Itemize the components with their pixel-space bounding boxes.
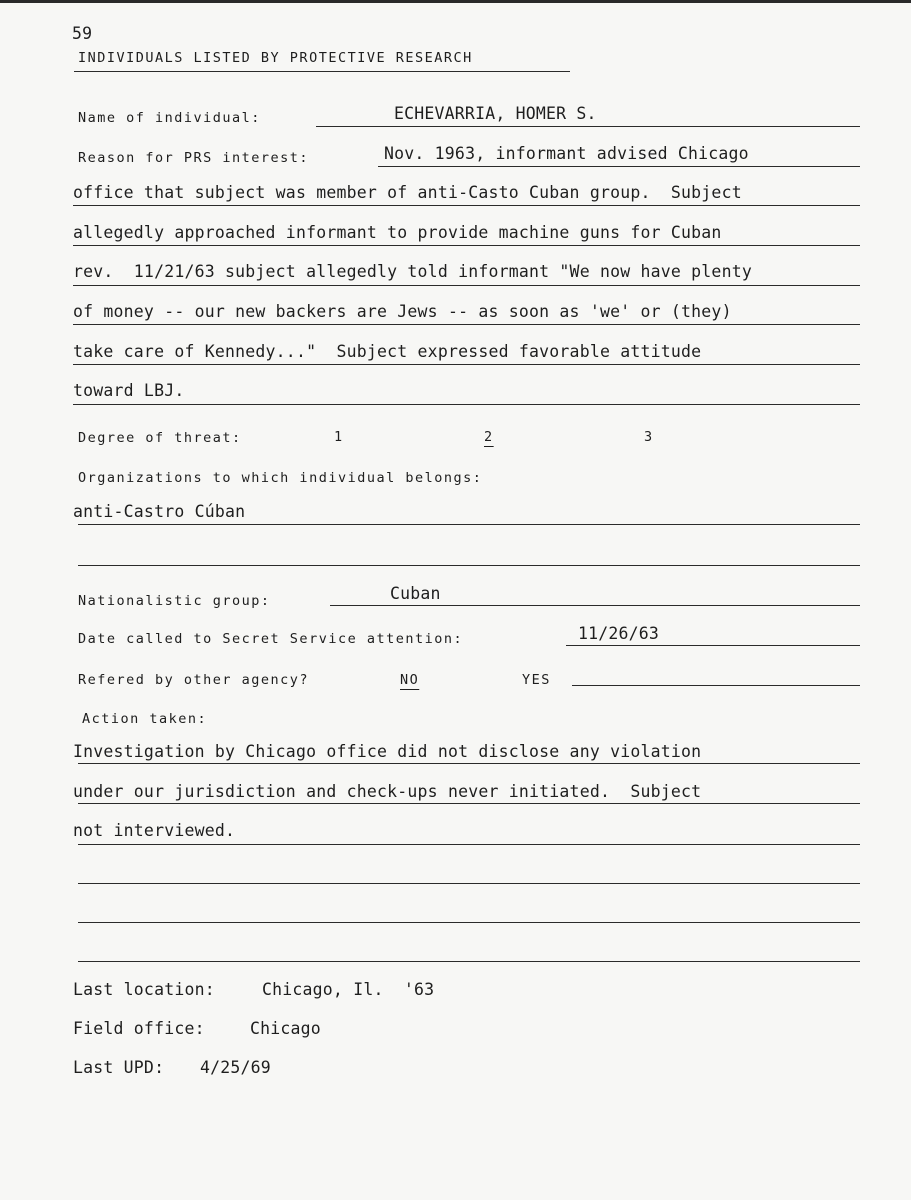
reason-line-7: toward LBJ. (73, 381, 185, 400)
reason-line-2: office that subject was member of anti-Casto Cuban group. Subject (73, 183, 742, 202)
reason-line-3: allegedly approached informant to provide machine guns for Cuban (73, 223, 722, 242)
action-rule-5 (78, 922, 860, 923)
reason-rule-2 (73, 205, 860, 206)
last-upd-label: Last UPD: (73, 1058, 165, 1077)
date-called-label: Date called to Secret Service attention: (78, 631, 464, 647)
field-office-value: Chicago (250, 1019, 321, 1038)
organizations-label: Organizations to which individual belongs: (78, 470, 483, 486)
form-heading: INDIVIDUALS LISTED BY PROTECTIVE RESEARCH (78, 50, 473, 66)
reason-rule-7 (73, 404, 860, 405)
action-rule-2 (78, 803, 860, 804)
date-called-value: 11/26/63 (578, 624, 660, 643)
action-rule-6 (78, 961, 860, 962)
reason-rule-5 (73, 324, 860, 325)
nationalistic-label: Nationalistic group: (78, 593, 271, 609)
action-line-2: under our jurisdiction and check-ups never initiated. Subject (73, 782, 702, 801)
reason-rule-6 (73, 364, 860, 365)
heading-underline (74, 71, 570, 72)
nationalistic-line (330, 605, 860, 606)
action-line-3: not interviewed. (73, 821, 236, 840)
reason-rule-1 (378, 166, 860, 167)
reason-line-4: rev. 11/21/63 subject allegedly told informant "We now have plenty (73, 262, 752, 281)
reason-label: Reason for PRS interest: (78, 150, 310, 166)
action-rule-1 (78, 763, 860, 764)
name-line (316, 126, 860, 127)
referred-label: Refered by other agency? (78, 672, 310, 688)
name-value: ECHEVARRIA, HOMER S. (394, 104, 597, 123)
organizations-rule-1 (78, 524, 860, 525)
organizations-value: anti-Castro Cúban (73, 502, 246, 521)
field-office-label: Field office: (73, 1019, 205, 1038)
reason-line-1: Nov. 1963, informant advised Chicago (384, 144, 749, 163)
date-called-line (566, 645, 860, 646)
referred-yes: YES (522, 672, 551, 688)
threat-option-1: 1 (334, 429, 344, 445)
referred-yes-line (572, 685, 860, 686)
reason-rule-3 (73, 245, 860, 246)
nationalistic-value: Cuban (390, 584, 441, 603)
last-upd-value: 4/25/69 (200, 1058, 271, 1077)
last-location-value: Chicago, Il. '63 (262, 980, 435, 999)
organizations-rule-2 (78, 565, 860, 566)
action-line-1: Investigation by Chicago office did not disclose any violation (73, 742, 702, 761)
action-rule-3 (78, 844, 860, 845)
threat-option-2-selected: 2 (484, 429, 494, 445)
page-top-border (0, 0, 911, 3)
threat-label: Degree of threat: (78, 430, 242, 446)
reason-line-5: of money -- our new backers are Jews -- as soon as 'we' or (they) (73, 302, 732, 321)
page-number: 59 (72, 24, 93, 43)
action-rule-4 (78, 883, 860, 884)
referred-no-selected: NO (400, 672, 420, 688)
last-location-label: Last location: (73, 980, 215, 999)
threat-option-3: 3 (644, 429, 654, 445)
reason-rule-4 (73, 285, 860, 286)
name-label: Name of individual: (78, 110, 261, 126)
action-label: Action taken: (82, 711, 208, 727)
reason-line-6: take care of Kennedy..." Subject expressed favorable attitude (73, 342, 702, 361)
